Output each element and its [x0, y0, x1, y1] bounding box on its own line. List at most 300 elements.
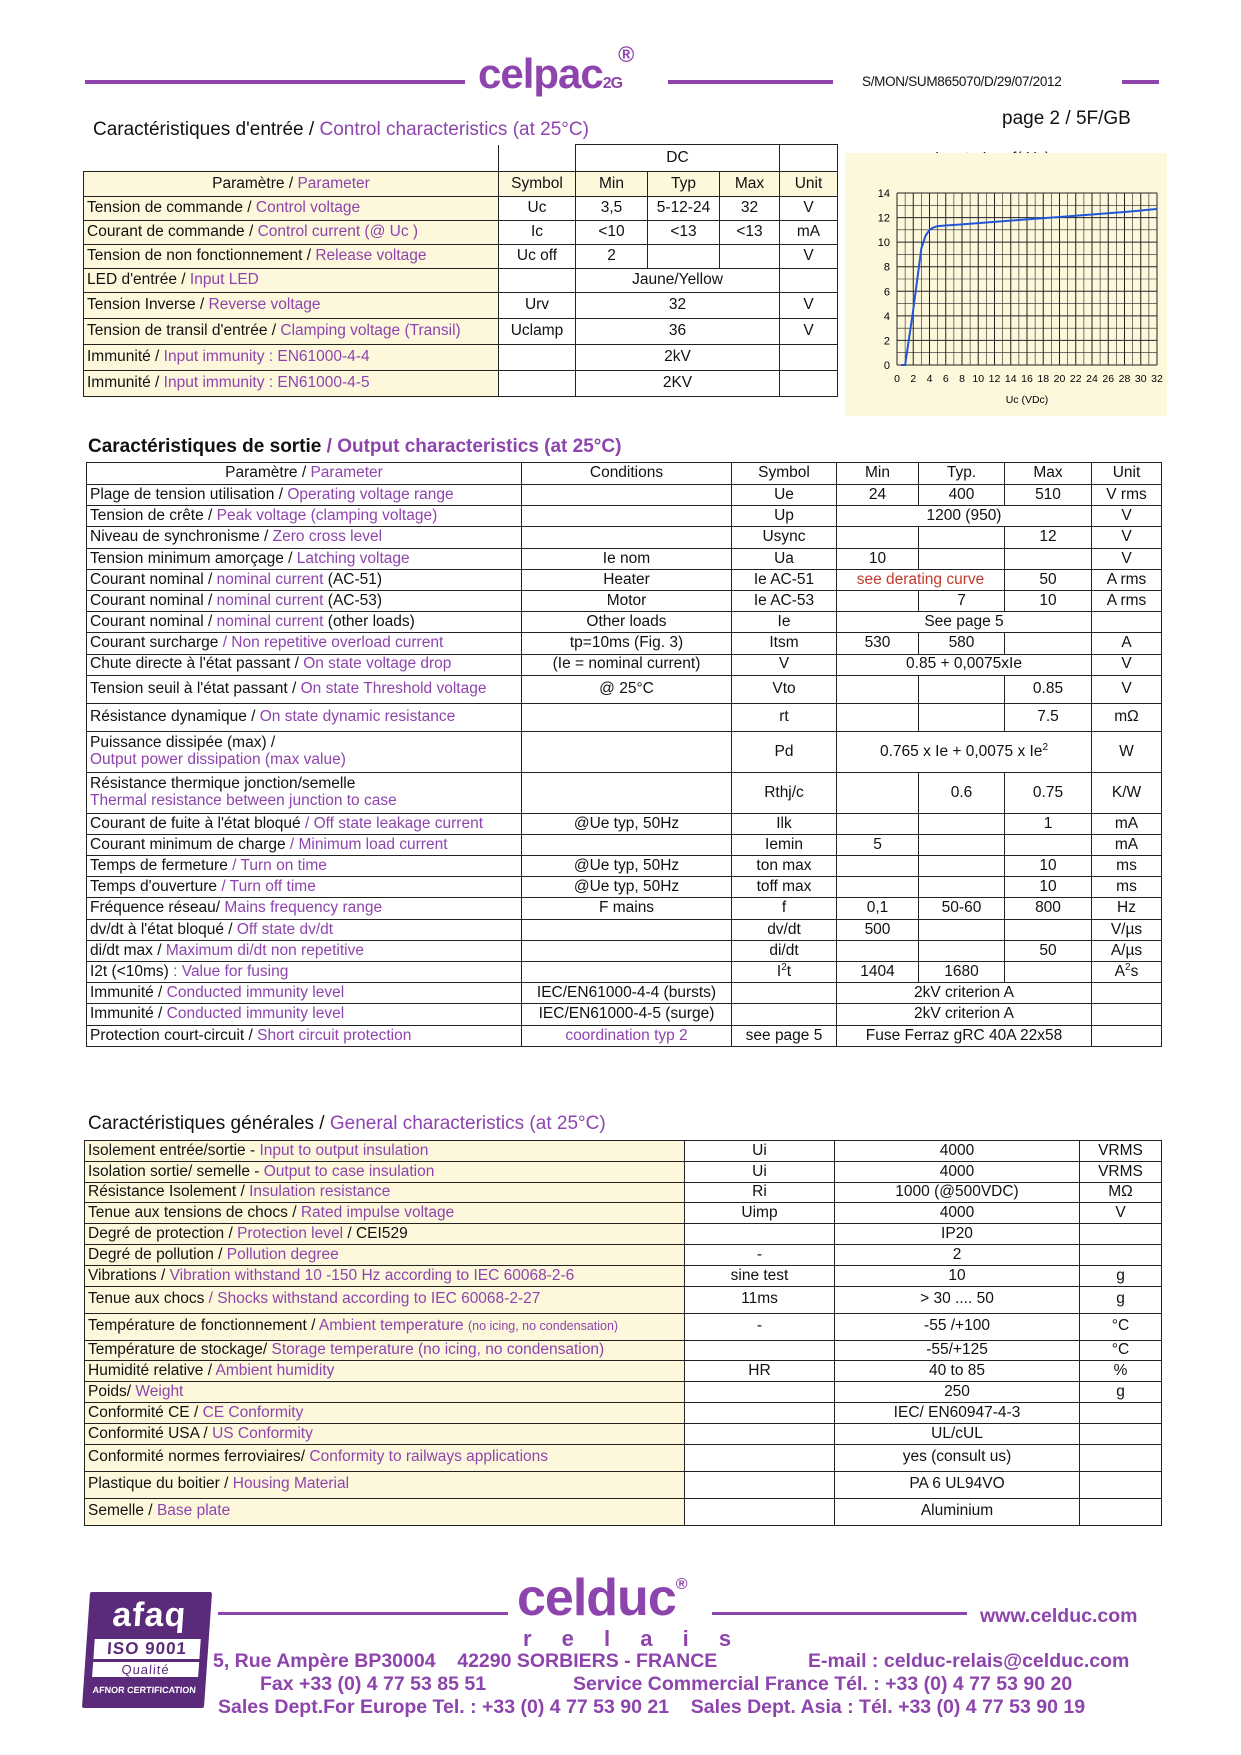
general-value: IP20 [835, 1224, 1080, 1245]
qualite-text: Qualité [92, 1662, 199, 1677]
output-param [87, 569, 522, 590]
input-symbol [499, 269, 576, 293]
output-value: 2kV criterion A [837, 983, 1092, 1004]
general-row [85, 1224, 1162, 1245]
unit-tail: s [1130, 963, 1139, 981]
param-fr: Température de stockage/ [88, 1341, 268, 1359]
output-title-fr: Caractéristiques de sortie [88, 436, 322, 457]
general-row [85, 1340, 1162, 1361]
output-conditions: tp=10ms (Fig. 3) [522, 633, 732, 654]
input-param [84, 269, 499, 293]
output-typ: 580 [919, 633, 1005, 654]
param-en: Ambient humidity [215, 1362, 335, 1380]
input-symbol: Uclamp [499, 319, 576, 345]
param-fr: Immunité / [87, 348, 160, 366]
param-fr: Degré de protection / [88, 1224, 233, 1242]
input-row [84, 371, 838, 397]
output-unit: Hz [1092, 898, 1162, 919]
chart-x-tick-label: 26 [1102, 373, 1115, 385]
input-unit: mA [780, 221, 838, 245]
output-min: 500 [837, 919, 919, 940]
header-symbol: Symbol [499, 172, 576, 197]
output-param [87, 633, 522, 654]
input-unit [780, 269, 838, 293]
output-typ [919, 856, 1005, 877]
param-fr: Poids/ [88, 1382, 132, 1400]
output-max: 10 [1005, 877, 1092, 898]
output-param [87, 548, 522, 569]
header-rule-left [85, 80, 465, 84]
input-param [84, 221, 499, 245]
output-unit: A rms [1092, 569, 1162, 590]
chart-x-tick-label: 0 [894, 373, 900, 385]
param-fr: Humidité relative / [88, 1362, 213, 1380]
output-min: 24 [837, 485, 919, 506]
doc-reference: S/MON/SUM865070/D/29/07/2012 [862, 74, 1062, 89]
output-unit: V [1092, 654, 1162, 675]
output-row [87, 654, 1162, 675]
param-fr: Temps d'ouverture [90, 878, 218, 896]
general-param [85, 1141, 685, 1162]
general-table [84, 1140, 1162, 1526]
output-param [87, 834, 522, 855]
output-param [87, 940, 522, 961]
output-max: 12 [1005, 527, 1092, 548]
footer-service-fr: Service Commercial France Tél. : +33 (0) 4 77 53 90 20 [573, 1673, 1073, 1695]
param-fr: Protection court-circuit / [90, 1026, 253, 1044]
output-typ: 7 [919, 590, 1005, 611]
output-unit: V [1092, 506, 1162, 527]
input-typ: 5-12-24 [648, 197, 720, 221]
input-param [84, 293, 499, 319]
chart-x-tick-label: 10 [972, 373, 985, 385]
output-typ [919, 813, 1005, 834]
output-max: 1 [1005, 813, 1092, 834]
output-conditions: F mains [522, 898, 732, 919]
general-value: IEC/ EN60947-4-3 [835, 1402, 1080, 1423]
general-row [85, 1244, 1162, 1265]
output-row [87, 612, 1162, 633]
general-value: yes (consult us) [835, 1444, 1080, 1471]
general-param [85, 1244, 685, 1265]
input-value: Jaune/Yellow [576, 269, 780, 293]
output-max: 0.75 [1005, 772, 1092, 813]
general-param [85, 1423, 685, 1444]
param-fr: Chute directe à l'état passant / [90, 655, 299, 673]
input-param [84, 371, 499, 397]
input-symbol: Uc off [499, 245, 576, 269]
output-conditions: IEC/EN61000-4-4 (bursts) [522, 983, 732, 1004]
param-fr: Courant nominal / [90, 613, 213, 631]
output-row [87, 1025, 1162, 1046]
param-en: Rated impulse voltage [300, 1204, 455, 1222]
output-row [87, 877, 1162, 898]
output-conditions: Other loads [522, 612, 732, 633]
output-min: 10 [837, 548, 919, 569]
param-en: Maximum di/dt non repetitive [165, 941, 364, 959]
param-en: nominal current [216, 613, 324, 631]
param-fr: Courant de commande / [87, 223, 254, 241]
output-unit: V/µs [1092, 919, 1162, 940]
output-unit: K/W [1092, 772, 1162, 813]
general-param [85, 1203, 685, 1224]
general-value: 10 [835, 1265, 1080, 1286]
general-param [85, 1161, 685, 1182]
general-unit: VRMS [1080, 1141, 1162, 1162]
output-row [87, 633, 1162, 654]
out-header-unit: Unit [1092, 463, 1162, 485]
general-symbol: Ri [685, 1182, 835, 1203]
output-unit: ms [1092, 856, 1162, 877]
general-value: 2 [835, 1244, 1080, 1265]
general-param [85, 1382, 685, 1403]
output-row [87, 834, 1162, 855]
output-unit [1092, 1025, 1162, 1046]
input-min: 3,5 [576, 197, 648, 221]
param-en: Clamping voltage (Transil) [280, 322, 461, 340]
relais-text: r e l a i s [523, 1626, 744, 1651]
unit-sup: 2 [1125, 962, 1131, 974]
general-param [85, 1182, 685, 1203]
output-min: 5 [837, 834, 919, 855]
afnor-text: AFNOR CERTIFICATION [92, 1685, 197, 1695]
output-conditions [522, 703, 732, 731]
output-param [87, 731, 522, 772]
output-min [837, 527, 919, 548]
output-conditions: Motor [522, 590, 732, 611]
chart-y-tick-label: 14 [877, 188, 890, 200]
chart-x-tick-label: 28 [1118, 373, 1131, 385]
input-row [84, 293, 838, 319]
output-symbol: Ue [732, 485, 837, 506]
chart-y-tick-label: 12 [877, 212, 890, 225]
param-en: Peak voltage (clamping voltage) [216, 507, 438, 525]
chart-x-tick-label: 14 [1004, 373, 1017, 385]
param-fr: Tension de commande / [87, 199, 252, 217]
output-row [87, 940, 1162, 961]
general-row [85, 1313, 1162, 1340]
output-symbol [732, 983, 837, 1004]
output-min: 530 [837, 633, 919, 654]
general-row [85, 1471, 1162, 1498]
output-typ: 1680 [919, 962, 1005, 983]
output-typ: 0.6 [919, 772, 1005, 813]
input-param [84, 319, 499, 345]
output-min [837, 703, 919, 731]
param-fr: Conformité CE / [88, 1403, 199, 1421]
general-symbol: 11ms [685, 1286, 835, 1313]
general-unit: MΩ [1080, 1182, 1162, 1203]
output-param [87, 675, 522, 703]
output-symbol: Ilk [732, 813, 837, 834]
output-unit: A rms [1092, 590, 1162, 611]
output-conditions: Heater [522, 569, 732, 590]
out-header-conditions: Conditions [522, 463, 732, 485]
output-symbol: Itsm [732, 633, 837, 654]
param-fr: Courant de fuite à l'état bloqué [90, 814, 301, 832]
chart-y-tick-label: 10 [877, 237, 890, 250]
output-unit: V [1092, 527, 1162, 548]
param-fr2: (other loads) [327, 613, 415, 631]
input-symbol: Urv [499, 293, 576, 319]
afaq-logo [82, 1592, 212, 1708]
output-param [87, 1004, 522, 1025]
general-row [85, 1423, 1162, 1444]
general-row [85, 1444, 1162, 1471]
output-row [87, 548, 1162, 569]
output-min [837, 772, 919, 813]
output-max [1005, 962, 1092, 983]
output-symbol: Ie AC-53 [732, 590, 837, 611]
output-symbol: Rthj/c [732, 772, 837, 813]
general-value: 1000 (@500VDC) [835, 1182, 1080, 1203]
chart-x-tick-label: 18 [1037, 373, 1050, 385]
general-row [85, 1141, 1162, 1162]
out-header-typ: Typ. [919, 463, 1005, 485]
general-value: -55/+125 [835, 1340, 1080, 1361]
param-en: / Off state leakage current [304, 814, 484, 832]
param-en: Conducted immunity level [166, 984, 345, 1002]
page-number: page 2 / 5F/GB [1002, 108, 1131, 129]
param-en: Input immunity : EN61000-4-4 [163, 348, 370, 366]
param-en: Operating voltage range [287, 485, 454, 503]
input-unit [780, 345, 838, 371]
general-row [85, 1265, 1162, 1286]
output-value: See page 5 [837, 612, 1092, 633]
header-max: Max [720, 172, 780, 197]
brand-name: celpac [478, 50, 603, 97]
input-max [720, 245, 780, 269]
param-fr: Courant minimum de charge [90, 835, 286, 853]
output-param [87, 919, 522, 940]
general-param [85, 1265, 685, 1286]
param-fr: Courant nominal / [90, 570, 213, 588]
chart-x-tick-label: 32 [1151, 373, 1163, 385]
output-symbol: Up [732, 506, 837, 527]
footer-email[interactable]: E-mail : celduc-relais@celduc.com [808, 1650, 1130, 1672]
param-fr: Résistance dynamique / [90, 708, 256, 726]
general-value: UL/cUL [835, 1423, 1080, 1444]
chart-y-tick-label: 6 [883, 286, 890, 299]
general-symbol [685, 1498, 835, 1525]
param-fr: Plage de tension utilisation / [90, 485, 284, 503]
input-unit: V [780, 293, 838, 319]
param-fr: Courant surcharge [90, 634, 219, 652]
general-symbol [685, 1382, 835, 1403]
general-unit: °C [1080, 1340, 1162, 1361]
general-symbol: sine test [685, 1265, 835, 1286]
param-en: : Value for fusing [173, 962, 289, 980]
general-symbol: HR [685, 1361, 835, 1382]
input-header-row [84, 172, 838, 197]
general-row [85, 1161, 1162, 1182]
general-param [85, 1444, 685, 1471]
param-en: Thermal resistance between junction to case [90, 791, 397, 809]
general-param [85, 1224, 685, 1245]
output-min [837, 940, 919, 961]
param-en: Conformity to railways applications [309, 1448, 549, 1466]
output-max [1005, 633, 1092, 654]
output-unit: V rms [1092, 485, 1162, 506]
input-max: <13 [720, 221, 780, 245]
input-value: 2KV [576, 371, 780, 397]
param-fr: Conformité USA / [88, 1424, 208, 1442]
output-symbol: toff max [732, 877, 837, 898]
general-value: -55 /+100 [835, 1313, 1080, 1340]
param-fr: Résistance Isolement / [88, 1183, 245, 1201]
param-en: Input immunity : EN61000-4-5 [163, 374, 370, 392]
param-fr: Résistance thermique jonction/semelle [90, 775, 356, 793]
header-unit: Unit [780, 172, 838, 197]
output-conditions: @Ue typ, 50Hz [522, 813, 732, 834]
output-symbol: Ua [732, 548, 837, 569]
website-link[interactable]: www.celduc.com [980, 1605, 1138, 1627]
output-param [87, 703, 522, 731]
output-typ [919, 548, 1005, 569]
input-value: 36 [576, 319, 780, 345]
output-param [87, 485, 522, 506]
out-header-min: Min [837, 463, 919, 485]
general-unit [1080, 1402, 1162, 1423]
input-section-title [93, 119, 589, 141]
general-value: 40 to 85 [835, 1361, 1080, 1382]
general-param [85, 1498, 685, 1525]
output-symbol [732, 962, 837, 983]
param-en: On state voltage drop [303, 655, 452, 673]
general-row [85, 1402, 1162, 1423]
output-min [837, 590, 919, 611]
footer-sales: Sales Dept.For Europe Tel. : +33 (0) 4 77 53 90 21 Sales Dept. Asia : Tél. +33 (0) 4 77 53 90 19 [218, 1696, 1086, 1718]
output-unit: mA [1092, 813, 1162, 834]
param-en: Control voltage [255, 199, 361, 217]
input-param [84, 197, 499, 221]
param-fr: di/dt max / [90, 941, 162, 959]
output-value: Fuse Ferraz gRC 40A 22x58 [837, 1025, 1092, 1046]
output-row [87, 590, 1162, 611]
param-fr: Tension de crête / [90, 507, 213, 525]
output-value: 2kV criterion A [837, 1004, 1092, 1025]
output-conditions [522, 772, 732, 813]
dc-label: DC [576, 145, 780, 172]
general-param [85, 1402, 685, 1423]
general-symbol: - [685, 1244, 835, 1265]
param-en: Reverse voltage [208, 296, 321, 314]
general-title-fr: Caractéristiques générales / [88, 1113, 325, 1134]
param-fr: Isolement entrée/sortie - [88, 1141, 256, 1159]
param-fr2: (AC-53) [327, 591, 383, 609]
output-symbol: di/dt [732, 940, 837, 961]
output-max: 10 [1005, 856, 1092, 877]
param-en: / Non repetitive overload current [222, 634, 444, 652]
general-symbol: Ui [685, 1141, 835, 1162]
output-conditions [522, 919, 732, 940]
param-fr: Immunité / [90, 984, 163, 1002]
output-row [87, 506, 1162, 527]
input-symbol [499, 371, 576, 397]
general-unit [1080, 1423, 1162, 1444]
sym-sup: 2 [781, 962, 787, 974]
output-unit: mΩ [1092, 703, 1162, 731]
output-value [837, 731, 1092, 772]
output-conditions [522, 731, 732, 772]
general-param [85, 1313, 685, 1340]
general-unit: VRMS [1080, 1161, 1162, 1182]
param-en: Zero cross level [272, 528, 383, 546]
param-fr: Puissance dissipée (max) / [90, 734, 276, 752]
output-unit: W [1092, 731, 1162, 772]
output-typ [919, 940, 1005, 961]
param-en: On state Threshold voltage [300, 680, 487, 698]
output-typ [919, 703, 1005, 731]
param-en: Pollution degree [226, 1245, 339, 1263]
output-param [87, 1025, 522, 1046]
general-symbol: Ui [685, 1161, 835, 1182]
general-symbol [685, 1340, 835, 1361]
input-unit [780, 371, 838, 397]
output-symbol: f [732, 898, 837, 919]
header-typ: Typ [648, 172, 720, 197]
param-en: Input LED [189, 271, 259, 289]
input-row [84, 221, 838, 245]
param-en: Vibration withstand 10 -150 Hz according to IEC 60068-2-6 [169, 1266, 575, 1284]
afaq-text: afaq [111, 1596, 188, 1634]
output-unit [1092, 962, 1162, 983]
output-typ [919, 675, 1005, 703]
chart-x-tick-label: 20 [1053, 373, 1066, 385]
param-en: Housing Material [232, 1475, 350, 1493]
output-value: 0.85 + 0,0075xIe [837, 654, 1092, 675]
output-symbol: Pd [732, 731, 837, 772]
param-fr: dv/dt à l'état bloqué / [90, 920, 233, 938]
input-max: 32 [720, 197, 780, 221]
output-min [837, 877, 919, 898]
output-derating: see derating curve [837, 569, 1005, 590]
general-title-en: General characteristics (at 25°C) [329, 1113, 606, 1134]
param-fr: Tenue aux tensions de chocs / [88, 1204, 297, 1222]
input-symbol: Uc [499, 197, 576, 221]
general-row [85, 1382, 1162, 1403]
input-title-fr: Caractéristiques d'entrée / [93, 119, 315, 140]
output-max: 800 [1005, 898, 1092, 919]
output-row [87, 983, 1162, 1004]
unit-base: A [1114, 963, 1126, 981]
general-param [85, 1471, 685, 1498]
param-fr: Fréquence réseau/ [90, 899, 221, 917]
header-rule-right [1122, 80, 1159, 84]
input-symbol: Ic [499, 221, 576, 245]
general-value: 4000 [835, 1161, 1080, 1182]
output-min [837, 856, 919, 877]
param-fr: Tension seuil à l'état passant / [90, 680, 297, 698]
param-en: / Turn off time [221, 878, 316, 896]
general-value: PA 6 UL94VO [835, 1471, 1080, 1498]
param-fr: Tension Inverse / [87, 296, 205, 314]
general-value: 4000 [835, 1141, 1080, 1162]
chart-y-tick-label: 2 [883, 335, 890, 348]
input-unit: V [780, 197, 838, 221]
general-symbol [685, 1402, 835, 1423]
general-unit: % [1080, 1361, 1162, 1382]
output-min: 0,1 [837, 898, 919, 919]
output-symbol [732, 1004, 837, 1025]
param-en: CE Conformity [202, 1403, 304, 1421]
param-en: / Shocks withstand according to IEC 60068-2-27 [208, 1290, 541, 1308]
output-row [87, 813, 1162, 834]
output-max [1005, 919, 1092, 940]
output-symbol: Iemin [732, 834, 837, 855]
chart-x-axis-label: Uc (VDc) [1005, 394, 1049, 406]
general-section-title [88, 1113, 606, 1135]
